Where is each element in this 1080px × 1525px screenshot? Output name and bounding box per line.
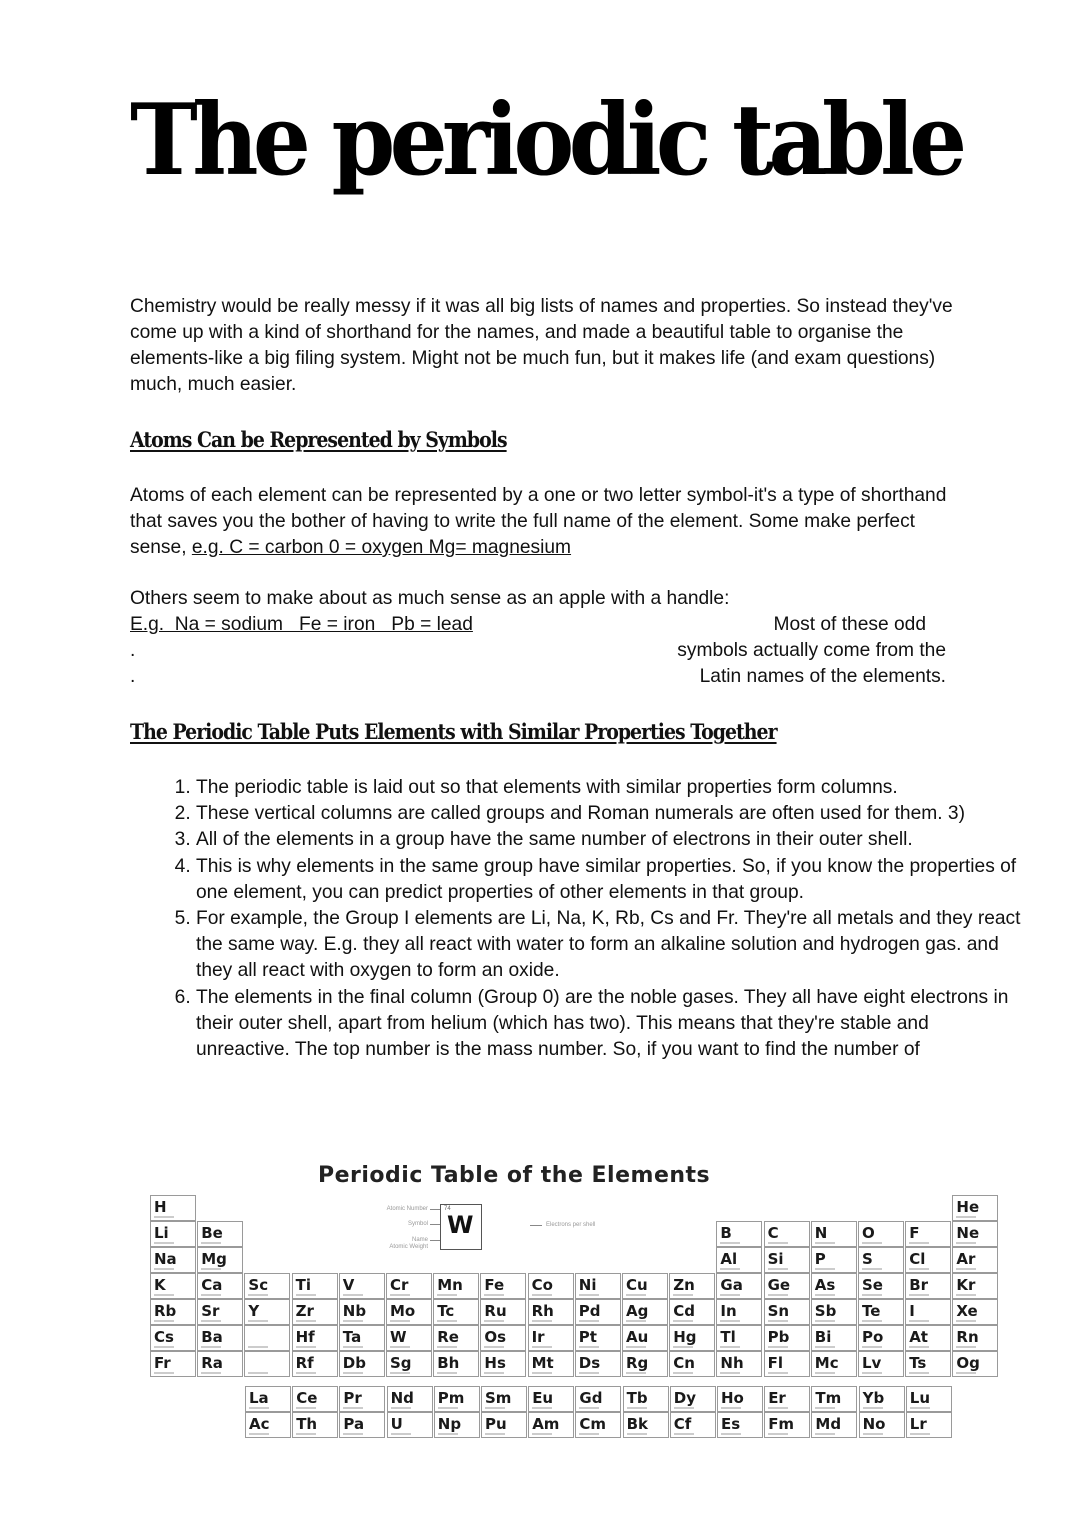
element-symbol: P [814,1250,826,1268]
element-symbol: Ar [956,1250,976,1268]
element-cell-se [858,1273,904,1299]
element-cell-v [339,1273,385,1299]
element-cell-he [952,1195,998,1221]
element-symbol: Pb [767,1328,790,1346]
element-symbol: Th [296,1415,318,1433]
element-symbol: Bh [437,1354,460,1372]
element-cell-ho [717,1386,763,1412]
symbols-examples: e.g. C = carbon 0 = oxygen Mg= magnesium [191,537,572,558]
element-symbol: S [862,1250,873,1268]
element-cell-dy [670,1386,716,1412]
element-cell-ge [764,1273,810,1299]
element-symbol: Er [768,1389,786,1407]
element-cell-bk [623,1412,669,1438]
element-cell-k [150,1273,196,1299]
element-cell-th [292,1412,338,1438]
element-symbol: Co [531,1276,553,1294]
element-cell-sc [244,1273,290,1299]
latin-note-line: Most of these odd [773,614,926,635]
element-symbol: In [720,1302,737,1320]
element-cell-i [905,1299,951,1325]
element-cell-au [622,1325,668,1351]
element-cell-db [339,1351,385,1377]
element-cell-rh [528,1299,574,1325]
element-cell-ts [905,1351,951,1377]
element-symbol: Rh [531,1302,554,1320]
element-symbol: Re [437,1328,459,1346]
element-symbol: Ds [578,1354,601,1372]
element-cell-lv [858,1351,904,1377]
element-symbol: Cl [909,1250,926,1268]
element-symbol: Kr [956,1276,976,1294]
element-symbol: Sr [201,1302,220,1320]
element-symbol: Be [201,1224,223,1242]
element-symbol: Na [154,1250,177,1268]
element-cell-ga [716,1273,762,1299]
element-symbol: Pa [343,1415,365,1433]
element-symbol: Mn [437,1276,463,1294]
element-cell-br [905,1273,951,1299]
element-symbol: Pd [578,1302,601,1320]
element-symbol: Pr [343,1389,362,1407]
element-cell-pr [339,1386,385,1412]
element-symbol: He [956,1198,980,1216]
element-symbol: Hs [484,1354,506,1372]
element-symbol: Lu [909,1389,931,1407]
page-title: The periodic table [130,83,962,198]
element-symbol: C [767,1224,779,1242]
element-cell-w [386,1325,432,1351]
element-symbol: Cu [626,1276,648,1294]
element-symbol: Lv [862,1354,882,1372]
element-cell-xe [952,1299,998,1325]
element-cell-mn [433,1273,479,1299]
element-symbol: Cn [673,1354,695,1372]
element-symbol: Cm [579,1415,607,1433]
element-symbol: Li [154,1224,169,1242]
element-cell-sb [811,1299,857,1325]
element-cell-fm [764,1412,810,1438]
element-symbol: Fl [767,1354,783,1372]
periodic-table-title: Periodic Table of the Elements [318,1163,711,1188]
element-cell-li [150,1221,196,1247]
element-cell-mt [528,1351,574,1377]
element-symbol: Ne [956,1224,980,1242]
element-cell-lu [906,1386,952,1412]
element-cell-si [764,1247,810,1273]
element-cell-pa [339,1412,385,1438]
element-symbol: W [390,1328,407,1346]
element-cell-lr [906,1412,952,1438]
odd-symbols-examples: E.g. Na = sodium Fe = iron Pb = lead [130,614,473,635]
element-cell-cs [150,1325,196,1351]
element-symbol: Mo [390,1302,416,1320]
element-symbol: Nh [720,1354,744,1372]
element-cell-placeholder [244,1351,290,1377]
element-cell-gd [575,1386,621,1412]
element-symbol: Gd [579,1389,603,1407]
element-cell-o [858,1221,904,1247]
element-cell-nd [387,1386,433,1412]
element-symbol: Sb [814,1302,837,1320]
legend-weight-label: Atomic Weight [389,1244,428,1250]
element-cell-po [858,1325,904,1351]
element-cell-ni [575,1273,621,1299]
element-symbol: Mc [814,1354,839,1372]
element-symbol: Cf [673,1415,692,1433]
element-symbol: Bk [626,1415,649,1433]
element-cell-np [434,1412,480,1438]
element-cell-cd [669,1299,715,1325]
element-cell-re [433,1325,479,1351]
element-cell-zn [669,1273,715,1299]
element-symbol: H [154,1198,167,1216]
element-cell-f [905,1221,951,1247]
intro-paragraph: Chemistry would be really messy if it was all big lists of names and properties. So instead they've come up with a kind of shorthand for the names, and made a beautiful table to organise the elements-like a big filing system. Might not be much fun, but it makes life (and exam questions) much, much easier. [130,296,953,395]
element-cell-c [764,1221,810,1247]
element-symbol: Al [720,1250,738,1268]
element-symbol: Au [626,1328,649,1346]
arrow-icon [530,1225,542,1226]
element-symbol: Hf [295,1328,315,1346]
element-cell-pu [481,1412,527,1438]
element-symbol: Os [484,1328,507,1346]
element-symbol: Fe [484,1276,505,1294]
element-cell-sr [197,1299,243,1325]
section-heading-symbols: Atoms Can be Represented by Symbols [130,427,507,452]
element-symbol: I [909,1302,915,1320]
element-symbol: Tm [815,1389,842,1407]
element-cell-ti [292,1273,338,1299]
element-cell-pm [434,1386,480,1412]
element-cell-al [716,1247,762,1273]
element-cell-cn [669,1351,715,1377]
element-cell-ac [245,1412,291,1438]
element-cell-sn [764,1299,810,1325]
element-cell-md [811,1412,857,1438]
element-symbol: Ho [721,1389,744,1407]
element-cell-ne [952,1221,998,1247]
element-symbol: Np [437,1415,462,1433]
element-cell-la [245,1386,291,1412]
element-cell-am [528,1412,574,1438]
element-symbol: Ts [909,1354,927,1372]
element-cell-be [197,1221,243,1247]
element-symbol: Ir [531,1328,545,1346]
element-cell-yb [859,1386,905,1412]
element-cell-ds [575,1351,621,1377]
element-symbol: Rg [626,1354,649,1372]
element-symbol: Yb [862,1389,885,1407]
element-cell-p [811,1247,857,1273]
element-cell-na [150,1247,196,1273]
element-symbol: Ge [767,1276,791,1294]
element-cell-hs [480,1351,526,1377]
element-symbol: Mg [201,1250,227,1268]
element-symbol: Pt [578,1328,597,1346]
element-cell-at [905,1325,951,1351]
element-symbol: Po [862,1328,884,1346]
element-cell-sm [481,1386,527,1412]
symbols-paragraph [130,483,960,561]
element-cell-ce [292,1386,338,1412]
list-item: 5. For example, the Group I elements are Li, Na, K, Rb, Cs and Fr. They're all metals and they react the same way. E.g. they all react with water to form an alkaline solution and hydrogen gas. and they all react with oxygen to form an oxide. [196,906,1026,985]
bullet-dot: . [130,640,136,661]
element-symbol: La [249,1389,269,1407]
latin-note-line: symbols actually come from the [677,640,946,661]
element-symbol: Am [532,1415,560,1433]
key-points-list [130,775,1026,1063]
legend-name-label: Name [411,1237,428,1243]
element-symbol: B [720,1224,732,1242]
element-symbol: Si [767,1250,784,1268]
element-symbol: Zn [673,1276,695,1294]
element-symbol: Cs [154,1328,174,1346]
element-cell-fl [764,1351,810,1377]
element-cell-mc [811,1351,857,1377]
element-cell-ru [480,1299,526,1325]
element-cell-sg [386,1351,432,1377]
element-cell-cu [622,1273,668,1299]
element-cell-co [528,1273,574,1299]
element-symbol: Rb [154,1302,177,1320]
element-cell-cr [386,1273,432,1299]
legend-example-cell [440,1204,482,1250]
element-cell-ir [528,1325,574,1351]
element-symbol: Md [815,1415,842,1433]
element-cell-placeholder [244,1325,290,1351]
section-heading-periodic-table: The Periodic Table Puts Elements with Similar Properties Together [130,719,777,744]
element-cell-cl [905,1247,951,1273]
element-cell-mo [386,1299,432,1325]
legend-atomic-number-label: Atomic Number [386,1206,428,1212]
element-symbol: Sm [485,1389,512,1407]
element-symbol: Pm [437,1389,465,1407]
element-cell-fe [480,1273,526,1299]
element-cell-ar [952,1247,998,1273]
element-cell-ta [339,1325,385,1351]
element-symbol: Mt [531,1354,554,1372]
element-symbol: Ra [201,1354,223,1372]
element-cell-ba [197,1325,243,1351]
element-symbol: Rf [295,1354,314,1372]
element-cell-te [858,1299,904,1325]
element-symbol: Ru [484,1302,507,1320]
element-cell-zr [292,1299,338,1325]
latin-note-line: Latin names of the elements. [699,666,946,687]
element-cell-os [480,1325,526,1351]
element-symbol: N [814,1224,828,1242]
element-symbol: Tc [437,1302,455,1320]
element-symbol: Lr [909,1415,927,1433]
element-cell-rn [952,1325,998,1351]
list-item: 3. All of the elements in a group have the same number of electrons in their outer shell. [196,827,1026,853]
element-cell-rb [150,1299,196,1325]
element-cell-es [717,1412,763,1438]
element-cell-nb [339,1299,385,1325]
element-symbol: Ag [626,1302,649,1320]
element-symbol: Es [721,1415,741,1433]
symbols-paragraph-lead: Atoms of each element can be represented by a one or two letter symbol-it's a type of shorthand that saves you the bother of having to write the full name of the element. Some make perfect sense, [130,485,947,558]
list-item: 6. The elements in the final column (Group 0) are the noble gases. They all have eight electrons in their outer shell, apart from helium (which has two). This means that they're stable and unreactive. The top number is the mass number. So, if you want to find the number of [196,985,1026,1064]
element-cell-pd [575,1299,621,1325]
legend-electrons-label: Electrons per shell [546,1222,596,1228]
legend-example-number: 74 [444,1206,451,1212]
element-symbol: Bi [814,1328,832,1346]
element-symbol: Fm [768,1415,795,1433]
element-cell-hf [292,1325,338,1351]
element-cell-bi [811,1325,857,1351]
element-symbol: Og [956,1354,980,1372]
element-symbol: Dy [673,1389,697,1407]
element-cell-nh [716,1351,762,1377]
element-symbol: Se [862,1276,883,1294]
element-symbol: U [390,1415,403,1433]
element-symbol: No [862,1415,886,1433]
element-cell-y [244,1299,290,1325]
element-symbol: Sc [248,1276,269,1294]
element-cell-mg [197,1247,243,1273]
element-cell-n [811,1221,857,1247]
element-cell-rg [622,1351,668,1377]
element-symbol: At [909,1328,928,1346]
legend-example-symbol: W [447,1211,474,1239]
element-cell-u [387,1412,433,1438]
element-symbol: Tl [720,1328,736,1346]
element-symbol: Zr [295,1302,314,1320]
element-cell-kr [952,1273,998,1299]
element-symbol: K [154,1276,166,1294]
element-cell-in [716,1299,762,1325]
element-symbol: Ga [720,1276,743,1294]
element-cell-tm [811,1386,857,1412]
element-symbol: Ca [201,1276,223,1294]
element-cell-b [716,1221,762,1247]
list-item: 2. These vertical columns are called groups and Roman numerals are often used for them. 3) [196,801,1026,827]
element-symbol: Nd [390,1389,414,1407]
element-cell-hg [669,1325,715,1351]
element-cell-ag [622,1299,668,1325]
latin-names-note [677,612,946,690]
element-cell-er [764,1386,810,1412]
element-cell-tc [433,1299,479,1325]
element-cell-fr [150,1351,196,1377]
element-symbol: Y [248,1302,260,1320]
element-cell-as [811,1273,857,1299]
element-symbol: Sn [767,1302,790,1320]
element-symbol: Sg [390,1354,412,1372]
element-symbol: Te [862,1302,881,1320]
element-symbol: Br [909,1276,929,1294]
element-cell-pb [764,1325,810,1351]
element-symbol: Db [342,1354,366,1372]
element-symbol: Fr [154,1354,171,1372]
element-symbol: Rn [956,1328,979,1346]
element-symbol: V [342,1276,355,1294]
element-cell-bh [433,1351,479,1377]
element-cell-og [952,1351,998,1377]
element-symbol: Ta [342,1328,362,1346]
element-cell-tl [716,1325,762,1351]
element-cell-ca [197,1273,243,1299]
element-symbol: Ac [249,1415,270,1433]
element-symbol: Hg [673,1328,697,1346]
element-cell-tb [623,1386,669,1412]
element-symbol: Eu [532,1389,554,1407]
element-symbol: Pu [485,1415,507,1433]
element-cell-eu [528,1386,574,1412]
element-cell-s [858,1247,904,1273]
element-cell-cf [670,1412,716,1438]
element-symbol: Ce [296,1389,318,1407]
element-symbol: Tb [626,1389,648,1407]
element-symbol: Ni [578,1276,597,1294]
element-cell-cm [575,1412,621,1438]
element-symbol: Xe [956,1302,978,1320]
element-cell-rf [292,1351,338,1377]
element-symbol: Ba [201,1328,223,1346]
bullet-dot: . [130,666,136,687]
element-cell-pt [575,1325,621,1351]
element-symbol: Nb [342,1302,367,1320]
element-symbol: F [909,1224,920,1242]
element-symbol: O [862,1224,875,1242]
element-symbol: As [814,1276,836,1294]
list-item: 4. This is why elements in the same group have similar properties. So, if you know the properties of one element, you can predict properties of other elements in that group. [196,854,1026,906]
element-symbol: Cd [673,1302,695,1320]
legend-symbol-label: Symbol [407,1221,428,1227]
element-cell-no [859,1412,905,1438]
element-symbol: Ti [295,1276,311,1294]
element-cell-ra [197,1351,243,1377]
element-symbol: Cr [390,1276,409,1294]
list-item: 1. The periodic table is laid out so that elements with similar properties form columns. [196,775,1026,801]
odd-symbols-line: Others seem to make about as much sense as an apple with a handle: [130,588,730,609]
element-cell-h [150,1195,196,1221]
